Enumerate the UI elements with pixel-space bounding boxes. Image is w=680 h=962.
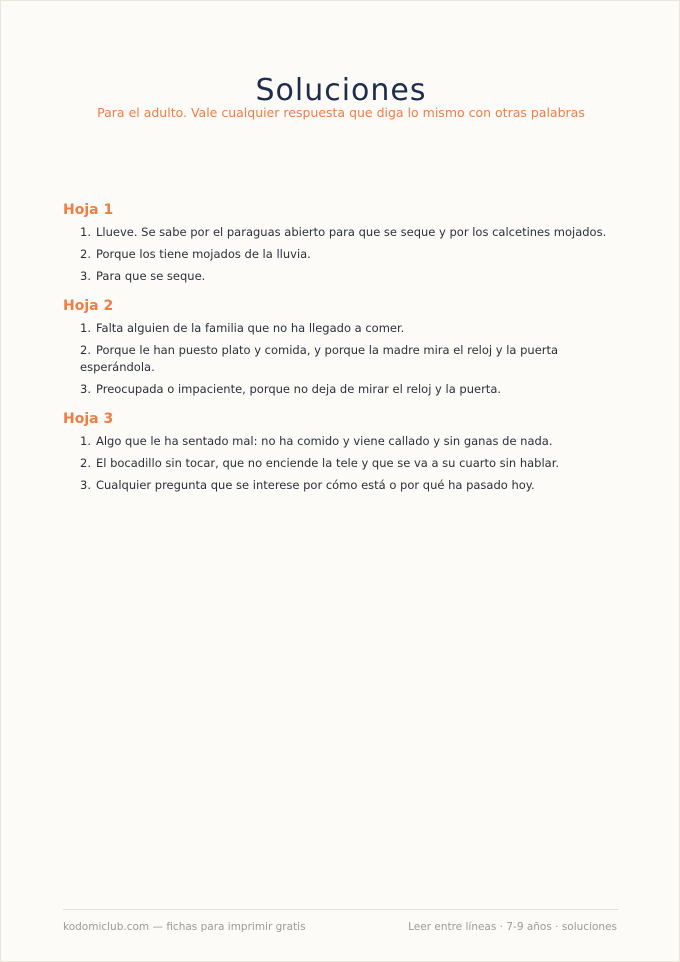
answer-item [63, 381, 619, 398]
answer-number: 3. [80, 382, 91, 396]
answer-text: Algo que le ha sentado mal: no ha comido y viene callado y sin ganas de nada. [95, 434, 553, 448]
answer-number: 1. [80, 321, 91, 335]
section-heading: Hoja 1 [63, 202, 114, 218]
footer-site-text: kodomiclub.com — fichas para imprimir gratis [63, 921, 306, 933]
answer-text: Porque le han puesto plato y comida, y porque la madre mira el reloj y la puerta esperándola. [80, 343, 559, 374]
answer-number: 1. [80, 225, 91, 239]
answer-item [63, 268, 619, 285]
answer-number: 1. [80, 434, 91, 448]
footer-collection-text: Leer entre líneas · 7-9 años · soluciones [408, 921, 617, 933]
answer-item [63, 246, 619, 263]
answer-text: Cualquier pregunta que se interese por cómo está o por qué ha pasado hoy. [95, 478, 535, 492]
page-title: Soluciones [255, 73, 427, 109]
solutions-content [63, 201, 619, 506]
answer-item [63, 433, 619, 450]
section-hoja-2 [63, 297, 619, 398]
answer-number: 2. [80, 343, 91, 357]
section-heading: Hoja 3 [63, 411, 114, 427]
answer-item [63, 224, 619, 241]
footer-divider [63, 909, 619, 910]
answer-item [63, 477, 619, 494]
section-hoja-1 [63, 201, 619, 285]
section-heading: Hoja 2 [63, 298, 114, 314]
answer-text: Para que se seque. [95, 269, 206, 283]
answer-list [63, 320, 619, 398]
answer-number: 2. [80, 247, 91, 261]
answer-item [63, 455, 619, 472]
answer-number: 2. [80, 456, 91, 470]
answer-item [63, 320, 619, 337]
section-hoja-3 [63, 410, 619, 494]
answer-list [63, 433, 619, 494]
answer-text: Porque los tiene mojados de la lluvia. [95, 247, 311, 261]
answer-text: Llueve. Se sabe por el paraguas abierto para que se seque y por los calcetines mojados. [95, 225, 607, 239]
answer-text: Preocupada o impaciente, porque no deja de mirar el reloj y la puerta. [95, 382, 502, 396]
answer-number: 3. [80, 478, 91, 492]
page-subtitle: Para el adulto. Vale cualquier respuesta que diga lo mismo con otras palabras [97, 105, 585, 120]
answer-number: 3. [80, 269, 91, 283]
answer-text: El bocadillo sin tocar, que no enciende la tele y que se va a su cuarto sin hablar. [95, 456, 560, 470]
answer-item [63, 342, 619, 376]
answer-list [63, 224, 619, 285]
answer-text: Falta alguien de la familia que no ha llegado a comer. [95, 321, 405, 335]
